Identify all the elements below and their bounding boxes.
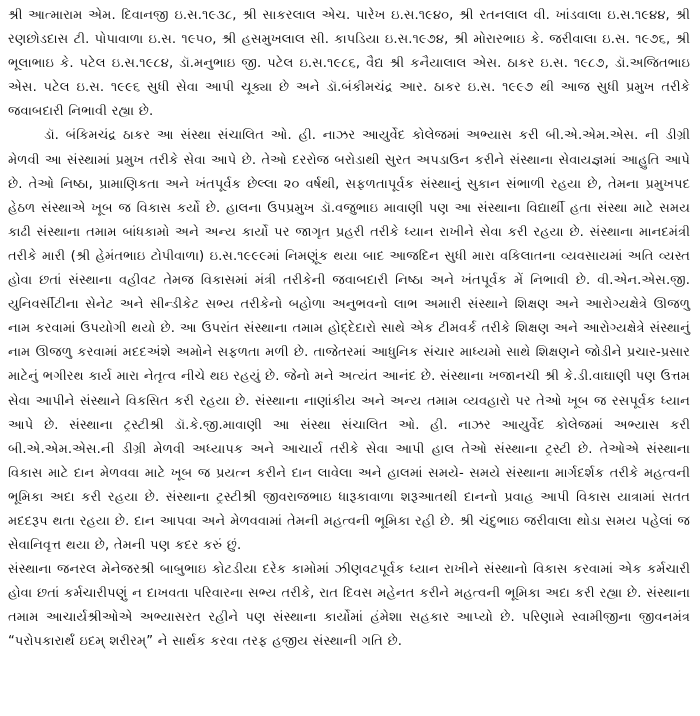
paragraph-general-manager: સંસ્થાના જનરલ મેનેજરશ્રી બાબુભાઇ કોટડીયા દરેક કામોમાં ઝીણવટપૂર્વક ધ્યાન રાખીને સંસ્થાનો વિકાસ કરવામાં એક કર્મચારી હોવા છતાં કર્મચારીપણું ન દાખવતા પરિવારના સભ્ય તરીકે, રાત દિવસ મહેનત કરીને મહત્વની ભૂમિકા અદા કરી રહ્યા છે. સંસ્થાના તમામ આચાર્યશ્રીઓએ અભ્યાસરત રહીને પણ સંસ્થાના કાર્યોમાં હંમેશા સહકાર આપ્યો છે. પરિણામે સ્વામીજીના જીવનમંત્ર “પરોપકારાર્થં ઇદમ્ શરીરમ્” ને સાર્થક કરવા તરફ હજીય સંસ્થાની ગતિ છે. xyxy=(8,562,690,650)
paragraph-former-presidents: શ્રી આત્મારામ એમ. દિવાનજી ઇ.સ.૧૯૩૮, શ્રી સાકરલાલ એચ. પારેખ ઇ.સ.૧૯૪૦, શ્રી રતનલાલ વી. ખાંડવાલા ઇ.સ.૧૯૪૪, શ્રી રણછોડદાસ ટી. પોપાવાળા ઇ.સ. ૧૯૫૦, શ્રી હસમુખલાલ સી. કાપડિયા ઇ.સ.૧૯૭૪, શ્રી મોરારભાઇ કે. જરીવાલા ઇ.સ. ૧૯૭૬, શ્રી ભૂલાભાઇ કે. પટેલ ઇ.સ.૧૯૮૪, ડૉ.મનુભાઇ જી. પટેલ ઇ.સ.૧૯૮૬, વૈદ્ય શ્રી કનૈયાલાલ એસ. ઠાકર ઇ.સ. ૧૯૮૭, ડૉ.અજિતભાઇ એસ. પટેલ ઇ.સ. ૧૯૯૬ સુધી સેવા આપી ચૂક્યા છે અને ડૉ.બંકીમચંદ્ર આર. ઠાકર ઇ.સ. ૧૯૯૭ થી આજ સુધી પ્રમુખ તરીકે જવાબદારી નિભાવી રહ્યા છે. xyxy=(8,8,690,120)
paragraph-current-leadership: ડૉ. બંકિમચંદ્ર ઠાકર આ સંસ્થા સંચાલિત ઓ. હી. નાઝર આયુર્વેદ કોલેજમાં અભ્યાસ કરી બી.એ.એમ.એસ. ની ડીગ્રી મેળવી આ સંસ્થામાં પ્રમુખ તરીકે સેવા આપે છે. તેઓ દરરોજ બરોડાથી સુરત અપડાઉન કરીને સંસ્થાના સેવાયજ્ઞમાં આહુતિ આપે છે. તેઓ નિષ્ઠા, પ્રામાણિકતા અને ખંતપૂર્વક છેલ્લા ૨૦ વર્ષથી, સફળતાપૂર્વક સંસ્થાનું સુકાન સંભાળી રહયા છે, તેમના પ્રમુખપદ હેઠળ સંસ્થાએ ખૂબ જ વિકાસ કર્યો છે. હાલના ઉપપ્રમુખ ડૉ.વજુભાઇ માવાણી પણ આ સંસ્થાના વિદ્યાર્થી હતા સંસ્થા માટે સમય કાઢી સંસ્થાના તમામ બાંધકામો અને અન્ય કાર્યો પર જાગૃત પ્રહરી તરીકે ધ્યાન રાખીને સેવા કરી રહયા છે. સંસ્થાના માનદમંત્રી તરીકે મારી (શ્રી હેમંતભાઇ ટોપીવાળા) ઇ.સ.૧૯૯૯માં નિમણૂંક થયા બાદ આજદિન સુધી મારા વકિલાતના વ્યવસાયમાં અતિ વ્યસ્ત હોવા છતાં સંસ્થાના વહીવટ તેમજ વિકાસમાં મંત્રી તરીકેની જવાબદારી નિષ્ઠા અને ખંતપૂર્વક મેં નિભાવી છે. વી.એન.એસ.જી. યુનિવર્સીટીના સેનેટ અને સીન્ડીકેટ સભ્ય તરીકેનો બહોળા અનુભવનો લાભ અમારી સંસ્થાને શિક્ષણ અને આરોગ્યક્ષેત્રે ઊજળુ નામ કરવામાં ઉપયોગી થયો છે. આ ઉપરાંત સંસ્થાના તમામ હોદ્દેદારો સાથે એક ટીમવર્ક તરીકે શિક્ષણ અને આરોગ્યક્ષેત્રે સંસ્થાનું નામ ઊજળુ કરવામાં મદદઅંશે અમોને સફળતા મળી છે. તાજેતરમાં આધુનિક સંચાર માધ્યમો સાથે શિક્ષણને જોડીને પ્રચાર-પ્રસાર માટેનું ભગીરથ કાર્ય મારા નેતૃત્વ નીચે થઇ રહયું છે. જેનો મને અત્યંત આનંદ છે. સંસ્થાના ખજાનચી શ્રી કે.ડી.વાઘાણી પણ ઉત્તમ સેવા આપીને સંસ્થાને વિકસિત કરી રહયા છે. સંસ્થાના નાણાંકીય અને અન્ય તમામ વ્યવહારો પર તેઓ ખૂબ જ રસપૂર્વક ધ્યાન આપે છે. સંસ્થાના ટ્રસ્ટીશ્રી ડૉ.કે.જી.માવાણી આ સંસ્થા સંચાલિત ઓ. હી. નાઝર આયુર્વેદ કોલેજમાં અભ્યાસ કરી બી.એ.એમ.એસ.ની ડીગ્રી મેળવી અધ્યાપક અને આચાર્ય તરીકે સેવા આપી હાલ તેઓ સંસ્થાના ટ્રસ્ટી છે. તેઓએ સંસ્થાના વિકાસ માટે દાન મેળવવા માટે ખૂબ જ પ્રયત્ન કરીને દાન લાવેલા અને હાલમાં સમયે- સમયે સંસ્થાના માર્ગદર્શક તરીકે મહત્વની ભૂમિકા અદા કરી રહયા છે. સંસ્થાના ટ્રસ્ટીશ્રી જીવરાજભાઇ ધારૂકાવાળા શરૂઆતથી દાનનો પ્રવાહ આપી વિકાસ યાત્રામાં સતત મદદરૂપ થતા રહયા છે. દાન આપવા અને મેળવવામાં તેમની મહત્વની ભૂમિકા રહી છે. શ્રી ચંદુભાઇ જરીવાલા થોડા સમય પહેલાં જ સેવાનિવૃત્ત થયા છે, તેમની પણ કદર કરું છું. xyxy=(8,128,690,554)
